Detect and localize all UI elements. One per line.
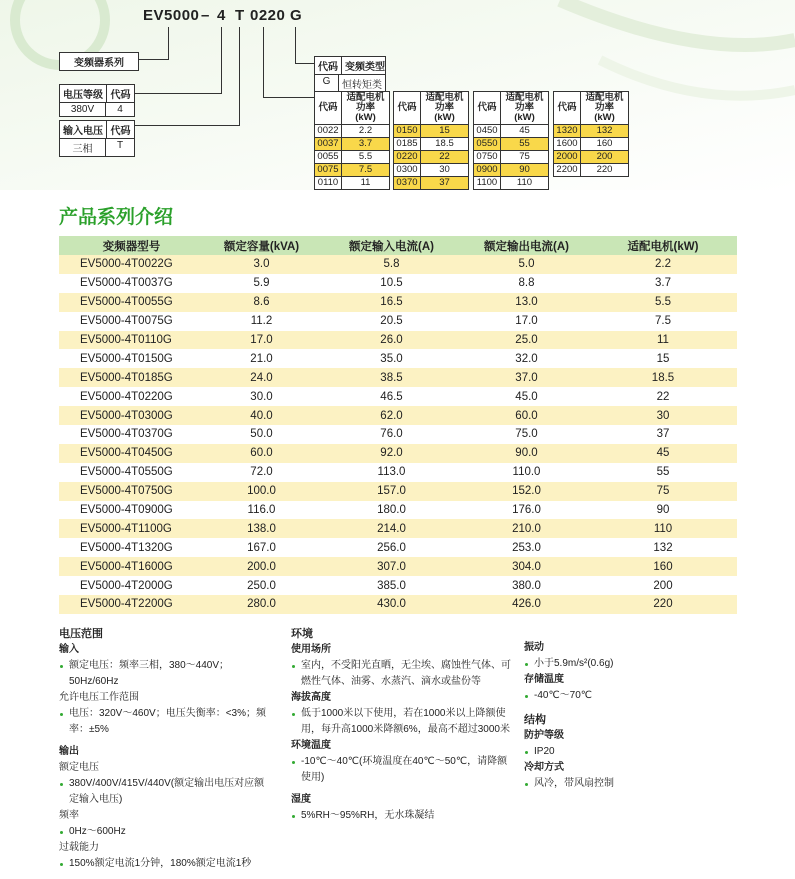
table-cell: 385.0 xyxy=(319,576,464,595)
table-row xyxy=(59,312,737,331)
power-table-row xyxy=(315,151,390,164)
table-cell: EV5000-4T0750G xyxy=(59,482,204,501)
power-kw: 220 xyxy=(581,164,629,177)
power-kw: 30 xyxy=(421,164,469,177)
table-cell: 17.0 xyxy=(464,312,589,331)
power-table-1 xyxy=(314,91,390,190)
col-header-model: 变频器型号 xyxy=(59,236,204,255)
power-code: 0037 xyxy=(315,138,342,151)
spec-bullet: 150%额定电流1分钟，180%额定电流1秒 xyxy=(59,856,271,872)
spec-bullet: 0Hz～600Hz xyxy=(59,824,271,840)
table-cell: 11 xyxy=(589,331,737,350)
table-cell: 10.5 xyxy=(319,274,464,293)
table-cell: 22 xyxy=(589,387,737,406)
table-cell: 24.0 xyxy=(204,368,319,387)
spec-bullet: 小于5.9m/s²(0.6g) xyxy=(524,656,734,672)
power-kw: 18.5 xyxy=(421,138,469,151)
voltage-box xyxy=(59,84,135,117)
table-cell: 5.0 xyxy=(464,255,589,274)
table-cell: 18.5 xyxy=(589,368,737,387)
table-cell: 46.5 xyxy=(319,387,464,406)
power-code: 0300 xyxy=(394,164,421,177)
power-table-header xyxy=(474,92,549,125)
table-cell: 110 xyxy=(589,519,737,538)
power-kw-header: 适配电机 功率 (kW) xyxy=(421,92,469,125)
type-code-header: 代码 xyxy=(315,57,342,74)
table-cell: EV5000-4T0150G xyxy=(59,349,204,368)
spec-bullet: 室内，不受阳光直晒，无尘埃、腐蚀性气体、可燃性气体、油雾、水蒸汽、滴水或盐份等 xyxy=(291,658,511,690)
table-cell: EV5000-4T0450G xyxy=(59,444,204,463)
power-kw: 37 xyxy=(421,177,469,190)
power-code: 0450 xyxy=(474,125,501,138)
spec-text: 额定电压 xyxy=(59,762,99,773)
table-cell: 430.0 xyxy=(319,595,464,614)
power-table-row xyxy=(554,138,629,151)
table-cell: EV5000-4T0075G xyxy=(59,312,204,331)
table-cell: 75 xyxy=(589,482,737,501)
power-kw: 132 xyxy=(581,125,629,138)
phase-box xyxy=(59,120,135,157)
table-cell: 20.5 xyxy=(319,312,464,331)
model-code-series: EV5000 xyxy=(143,7,200,24)
table-cell: 25.0 xyxy=(464,331,589,350)
power-kw: 5.5 xyxy=(342,151,390,164)
spec-column-environment xyxy=(291,624,511,824)
table-row xyxy=(59,349,737,368)
spec-subtitle: 振动 xyxy=(524,642,544,653)
section-title: 产品系列介绍 xyxy=(59,207,174,228)
power-kw: 200 xyxy=(581,151,629,164)
table-cell: 40.0 xyxy=(204,406,319,425)
table-cell: 5.8 xyxy=(319,255,464,274)
table-cell: 256.0 xyxy=(319,538,464,557)
spec-column-structure xyxy=(524,640,734,792)
table-cell: 38.5 xyxy=(319,368,464,387)
table-cell: 280.0 xyxy=(204,595,319,614)
table-cell: 307.0 xyxy=(319,557,464,576)
power-code: 0185 xyxy=(394,138,421,151)
spec-subtitle: 湿度 xyxy=(291,794,311,805)
product-table xyxy=(59,236,737,614)
power-kw: 2.2 xyxy=(342,125,390,138)
power-code: 0110 xyxy=(315,177,342,190)
spec-subtitle: 使用场所 xyxy=(291,644,331,655)
power-table-3 xyxy=(473,91,549,190)
model-code-phase: T xyxy=(235,7,245,24)
spec-bullet: -10℃～40℃(环境温度在40℃～50℃，请降额使用) xyxy=(291,754,511,786)
model-code-voltage: 4 xyxy=(217,7,226,24)
model-code-power: 0220 xyxy=(250,7,286,24)
power-table-header xyxy=(394,92,469,125)
table-cell: 16.5 xyxy=(319,293,464,312)
power-table-row xyxy=(474,164,549,177)
table-cell: EV5000-4T0900G xyxy=(59,501,204,520)
table-cell: 8.8 xyxy=(464,274,589,293)
power-table-header xyxy=(315,92,390,125)
table-cell: EV5000-4T0037G xyxy=(59,274,204,293)
power-kw: 15 xyxy=(421,125,469,138)
power-table-row xyxy=(474,151,549,164)
connector-line xyxy=(134,125,240,126)
spec-bullet: 380V/400V/415V/440V(额定输出电压对应额定输入电压) xyxy=(59,776,271,808)
table-cell: 180.0 xyxy=(319,501,464,520)
spec-bullet: 5%RH～95%RH，无水珠凝结 xyxy=(291,808,511,824)
table-row xyxy=(59,425,737,444)
table-cell: 90.0 xyxy=(464,444,589,463)
col-header-motor: 适配电机(kW) xyxy=(589,236,737,255)
table-cell: 113.0 xyxy=(319,463,464,482)
power-table-row xyxy=(474,138,549,151)
power-kw: 75 xyxy=(501,151,549,164)
power-code: 1100 xyxy=(474,177,501,190)
power-code: 2000 xyxy=(554,151,581,164)
connector-line xyxy=(263,97,314,98)
power-code: 0055 xyxy=(315,151,342,164)
connector-line xyxy=(263,27,264,97)
model-code-type: G xyxy=(290,7,303,24)
table-cell: 426.0 xyxy=(464,595,589,614)
spec-text: 频率 xyxy=(59,810,79,821)
voltage-code-header: 代码 xyxy=(110,90,131,101)
connector-line xyxy=(134,93,222,94)
table-cell: 5.9 xyxy=(204,274,319,293)
table-cell: 132 xyxy=(589,538,737,557)
table-cell: 11.2 xyxy=(204,312,319,331)
col-header-capacity: 额定容量(kVA) xyxy=(204,236,319,255)
phase-value: 三相 xyxy=(60,139,106,156)
table-cell: 253.0 xyxy=(464,538,589,557)
power-code: 0750 xyxy=(474,151,501,164)
power-table-row xyxy=(554,125,629,138)
table-cell: 152.0 xyxy=(464,482,589,501)
spec-group-title: 环境 xyxy=(291,628,313,640)
spec-bullet: 额定电压：频率三相，380～440V；50Hz/60Hz xyxy=(59,658,271,690)
table-cell: 160 xyxy=(589,557,737,576)
table-cell: 220 xyxy=(589,595,737,614)
table-cell: 60.0 xyxy=(464,406,589,425)
table-cell: 7.5 xyxy=(589,312,737,331)
spec-group-title: 结构 xyxy=(524,714,546,726)
power-kw: 11 xyxy=(342,177,390,190)
power-code: 1320 xyxy=(554,125,581,138)
table-cell: 21.0 xyxy=(204,349,319,368)
connector-line xyxy=(168,27,169,59)
spec-bullet: 电压：320V～460V；电压失衡率：<3%；频率：±5% xyxy=(59,706,271,738)
spec-text: 允许电压工作范围 xyxy=(59,692,139,703)
spec-subtitle: 海拔高度 xyxy=(291,692,331,703)
table-cell: 138.0 xyxy=(204,519,319,538)
power-table-row xyxy=(315,125,390,138)
table-row xyxy=(59,576,737,595)
col-header-output-current: 额定输出电流(A) xyxy=(464,236,589,255)
table-cell: 214.0 xyxy=(319,519,464,538)
spec-bullet: 风冷，带风扇控制 xyxy=(524,776,734,792)
table-cell: 92.0 xyxy=(319,444,464,463)
series-box xyxy=(59,52,139,71)
power-table-row xyxy=(394,138,469,151)
spec-subtitle: 存储温度 xyxy=(524,674,564,685)
table-cell: 26.0 xyxy=(319,331,464,350)
table-row xyxy=(59,255,737,274)
spacer xyxy=(524,704,734,710)
spec-subtitle: 冷却方式 xyxy=(524,762,564,773)
table-row xyxy=(59,274,737,293)
table-cell: 35.0 xyxy=(319,349,464,368)
spec-subtitle: 输出 xyxy=(59,746,79,757)
power-kw: 55 xyxy=(501,138,549,151)
power-table-2 xyxy=(393,91,469,190)
table-cell: EV5000-4T1600G xyxy=(59,557,204,576)
spec-bullet: IP20 xyxy=(524,744,734,760)
table-row xyxy=(59,331,737,350)
table-cell: 110.0 xyxy=(464,463,589,482)
table-row xyxy=(59,387,737,406)
table-row xyxy=(59,519,737,538)
table-cell: 60.0 xyxy=(204,444,319,463)
power-table-row xyxy=(394,177,469,190)
table-cell: 15 xyxy=(589,349,737,368)
table-row xyxy=(59,444,737,463)
series-label: 变频器系列 xyxy=(74,58,124,69)
power-table-row xyxy=(394,125,469,138)
power-table-row xyxy=(394,151,469,164)
power-kw: 3.7 xyxy=(342,138,390,151)
table-cell: 55 xyxy=(589,463,737,482)
power-table-4 xyxy=(553,91,629,177)
table-row xyxy=(59,406,737,425)
table-cell: 32.0 xyxy=(464,349,589,368)
table-cell: 30.0 xyxy=(204,387,319,406)
power-code: 0150 xyxy=(394,125,421,138)
table-cell: EV5000-4T0110G xyxy=(59,331,204,350)
power-kw: 45 xyxy=(501,125,549,138)
spec-column-power xyxy=(59,624,271,872)
table-row xyxy=(59,595,737,614)
table-cell: 30 xyxy=(589,406,737,425)
table-cell: 200.0 xyxy=(204,557,319,576)
power-table-row xyxy=(394,164,469,177)
table-cell: 76.0 xyxy=(319,425,464,444)
power-kw: 160 xyxy=(581,138,629,151)
power-table-row xyxy=(315,138,390,151)
power-code: 0550 xyxy=(474,138,501,151)
power-code-header: 代码 xyxy=(394,92,421,125)
power-table-row xyxy=(315,177,390,190)
table-cell: EV5000-4T2000G xyxy=(59,576,204,595)
table-row xyxy=(59,557,737,576)
power-code: 1600 xyxy=(554,138,581,151)
phase-code: T xyxy=(116,140,124,151)
power-code-header: 代码 xyxy=(315,92,342,125)
table-cell: 90 xyxy=(589,501,737,520)
table-row xyxy=(59,538,737,557)
table-cell: EV5000-4T0370G xyxy=(59,425,204,444)
spec-bullet: -40℃～70℃ xyxy=(524,688,734,704)
table-cell: 210.0 xyxy=(464,519,589,538)
spec-bullet: 低于1000米以下使用，若在1000米以上降额使用，每升高1000米降额6%，最高不超过3000米 xyxy=(291,706,511,738)
type-code: G xyxy=(315,75,339,92)
model-code-dash: – xyxy=(201,7,210,24)
table-cell: 72.0 xyxy=(204,463,319,482)
table-cell: 62.0 xyxy=(319,406,464,425)
table-cell: EV5000-4T0185G xyxy=(59,368,204,387)
spec-subtitle: 输入 xyxy=(59,644,79,655)
table-cell: 3.7 xyxy=(589,274,737,293)
spec-subtitle: 环境温度 xyxy=(291,740,331,751)
connector-line xyxy=(295,63,314,64)
table-cell: 17.0 xyxy=(204,331,319,350)
table-cell: 5.5 xyxy=(589,293,737,312)
table-cell: 3.0 xyxy=(204,255,319,274)
table-cell: 37.0 xyxy=(464,368,589,387)
table-cell: 45 xyxy=(589,444,737,463)
power-table-row xyxy=(315,164,390,177)
power-kw-header: 适配电机 功率 (kW) xyxy=(342,92,390,125)
table-cell: EV5000-4T0220G xyxy=(59,387,204,406)
voltage-value: 380V xyxy=(60,103,106,116)
table-cell: 250.0 xyxy=(204,576,319,595)
table-cell: 100.0 xyxy=(204,482,319,501)
power-table-header xyxy=(554,92,629,125)
power-code: 0022 xyxy=(315,125,342,138)
power-code: 2200 xyxy=(554,164,581,177)
table-cell: EV5000-4T1320G xyxy=(59,538,204,557)
power-kw: 90 xyxy=(501,164,549,177)
type-header: 变频类型 xyxy=(345,62,385,73)
table-header-row xyxy=(59,236,737,255)
table-cell: 157.0 xyxy=(319,482,464,501)
power-code: 0370 xyxy=(394,177,421,190)
phase-header: 输入电压 xyxy=(60,121,107,138)
power-table-row xyxy=(554,164,629,177)
voltage-code: 4 xyxy=(117,104,123,115)
table-cell: 200 xyxy=(589,576,737,595)
spec-subtitle: 防护等级 xyxy=(524,730,564,741)
table-cell: 75.0 xyxy=(464,425,589,444)
table-cell: EV5000-4T1100G xyxy=(59,519,204,538)
power-table-row xyxy=(474,125,549,138)
power-code-header: 代码 xyxy=(474,92,501,125)
table-cell: 13.0 xyxy=(464,293,589,312)
phase-code-header: 代码 xyxy=(110,126,131,137)
voltage-header: 电压等级 xyxy=(60,85,107,102)
spec-group-title: 电压范围 xyxy=(59,628,103,640)
power-kw: 110 xyxy=(501,177,549,190)
table-cell: EV5000-4T0022G xyxy=(59,255,204,274)
type-value: 恒转矩类 xyxy=(342,80,382,91)
table-cell: 45.0 xyxy=(464,387,589,406)
power-code: 0075 xyxy=(315,164,342,177)
table-row xyxy=(59,463,737,482)
power-code-header: 代码 xyxy=(554,92,581,125)
table-cell: 304.0 xyxy=(464,557,589,576)
table-cell: 37 xyxy=(589,425,737,444)
power-code: 0900 xyxy=(474,164,501,177)
table-cell: 8.6 xyxy=(204,293,319,312)
table-cell: 50.0 xyxy=(204,425,319,444)
table-row xyxy=(59,482,737,501)
table-cell: EV5000-4T0055G xyxy=(59,293,204,312)
table-cell: EV5000-4T0300G xyxy=(59,406,204,425)
connector-line xyxy=(138,59,169,60)
power-kw-header: 适配电机 功率 (kW) xyxy=(581,92,629,125)
table-cell: EV5000-4T0550G xyxy=(59,463,204,482)
power-kw: 22 xyxy=(421,151,469,164)
connector-line xyxy=(295,27,296,63)
power-kw: 7.5 xyxy=(342,164,390,177)
power-table-row xyxy=(474,177,549,190)
table-cell: 116.0 xyxy=(204,501,319,520)
col-header-input-current: 额定输入电流(A) xyxy=(319,236,464,255)
power-code: 0220 xyxy=(394,151,421,164)
table-row xyxy=(59,368,737,387)
table-cell: EV5000-4T2200G xyxy=(59,595,204,614)
table-row xyxy=(59,293,737,312)
power-table-row xyxy=(554,151,629,164)
table-row xyxy=(59,501,737,520)
table-cell: 2.2 xyxy=(589,255,737,274)
power-kw-header: 适配电机 功率 (kW) xyxy=(501,92,549,125)
table-cell: 176.0 xyxy=(464,501,589,520)
table-cell: 380.0 xyxy=(464,576,589,595)
type-box xyxy=(314,56,386,93)
spec-text: 过载能力 xyxy=(59,842,99,853)
table-cell: 167.0 xyxy=(204,538,319,557)
connector-line xyxy=(221,27,222,93)
connector-line xyxy=(239,27,240,125)
